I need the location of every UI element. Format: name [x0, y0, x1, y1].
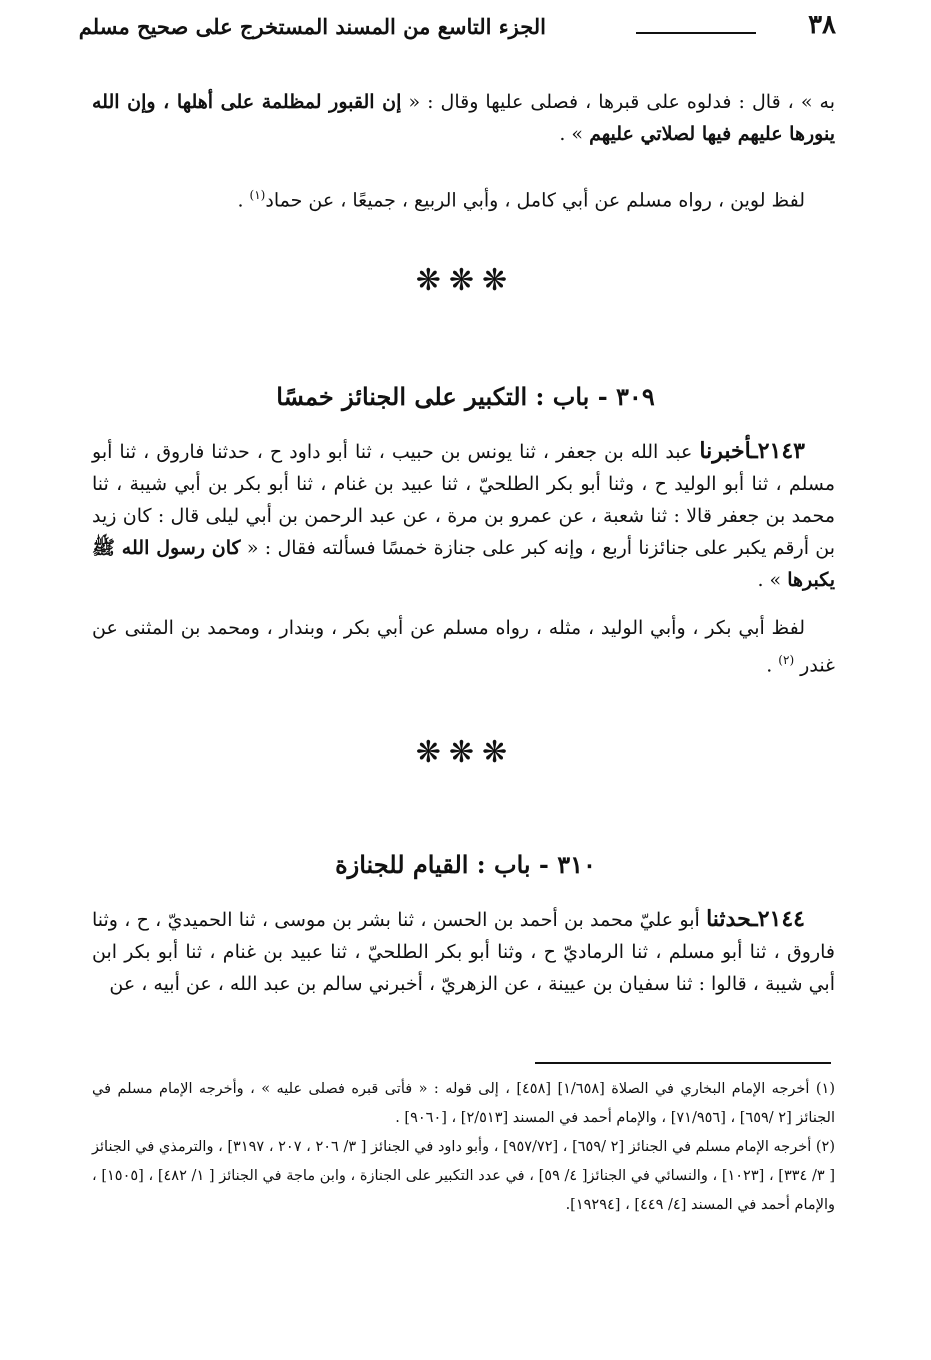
section-separator: ❋❋❋: [415, 263, 516, 298]
attribution-end: .: [237, 189, 250, 212]
intro-quote-end: » .: [559, 123, 590, 145]
hadith-2143: [92, 435, 835, 596]
note-text: لفظ أبي بكر ، وأبي الوليد ، مثله ، رواه مسلم عن أبي بكر ، وبندار ، ومحمد بن المثنى عن غندر: [92, 617, 835, 677]
attribution-text: لفظ لوين ، رواه مسلم عن أبي كامل ، وأبي الربيع ، جميعًا ، عن حماد: [265, 189, 805, 212]
footnote-rule: [535, 1062, 831, 1064]
chapter-title-309: ٣٠٩ - باب : التكبير على الجنائز خمسًا: [276, 382, 655, 411]
hadith-text: أبو عليّ محمد بن أحمد بن الحسن ، ثنا بشر بن موسى ، ثنا الحميديّ ، ح ، وثنا فاروق ، ثنا أبو مسلم ، ثنا الرماديّ ح ، وثنا أبو بكر الطلحيّ ، ثنا عبيد بن غنام ، ثنا أبو بكر ابن أبي شيبة ، قالوا : ثنا سفيان بن عيينة ، عن الزهريّ ، أخبرني سالم بن عبد الله ، عن أبيه ، عن: [92, 909, 835, 995]
hadith-2143-note: [92, 612, 835, 681]
footnote-2: (٢) أخرجه الإمام مسلم في الجنائز [٢ /٦٥٩] ، [٩٥٧/٧٢] ، وأبو داود في الجنائز [ ٣/ ٢٠٦ ، ٢٠٧ ، ٣١٩٧] ، والترمذي في الجنائز [ ٣/ ٣٣٤] ، [١٠٢٣] ، والنسائي في الجنائز[ ٤/ ٥٩] ، في عدد التكبير على الجنازة ، وابن ماجة في الجنائز [ ١/ ٤٨٢] ، [١٥٠٥] ، والإمام أحمد في المسند [٤/ ٤٤٩] ، [١٩٢٩٤].: [92, 1139, 836, 1213]
section-separator: ❋❋❋: [415, 735, 516, 770]
prophetic-quote: إن القبور لمظلمة على أهلها ، وإن الله ينورها عليهم فيها لصلاتي عليهم: [92, 91, 835, 145]
hadith-lead-word: أخبرنا: [699, 438, 752, 464]
hadith-2144: [92, 903, 835, 1000]
running-title: الجزء التاسع من المسند المستخرج على صحيح مسلم: [78, 14, 546, 39]
footnote-ref-1: (١): [249, 188, 266, 202]
hadith-number: ٢١٤٤ـ: [751, 906, 805, 932]
hadith-text: عبد الله بن جعفر ، ثنا يونس بن حبيب ، ثنا أبو داود ح ، حدثنا فاروق ، ثنا أبو مسلم ، ثنا أبو الوليد ح ، وثنا أبو بكر الطلحيّ ، ثنا عبيد بن غنام ، ثنا أبو بكر بن أبي شيبة ، ثنا محمد بن جعفر قالا : ثنا شعبة ، عن عمرو بن مرة ، عن عبد الرحمن بن أبي ليلى قال : كان زيد بن أرقم يكبر على جنائزنا أربع ، وإنه كبر على جنازة خمسًا فسألته فقال : «: [92, 441, 836, 559]
chapter-title-310: ٣١٠ - باب : القيام للجنازة: [335, 850, 596, 879]
intro-attribution: [92, 179, 835, 216]
intro-text: به » ، قال : فدلوه على قبرها ، فصلى عليها وقال : «: [401, 91, 835, 113]
hadith-number: ٢١٤٣ـ: [751, 438, 805, 464]
footnote-ref-2: (٢): [778, 653, 795, 667]
header-rule: [636, 32, 756, 34]
hadith-quote-end: » .: [757, 569, 788, 591]
page-number: ٣٨: [808, 10, 836, 40]
intro-paragraph: [92, 86, 835, 150]
note-end: .: [766, 654, 779, 677]
hadith-quote: كان رسول الله ﷺ يكبرها: [92, 537, 835, 591]
hadith-lead-word: حدثنا: [706, 906, 752, 932]
footnotes: [92, 1075, 835, 1220]
page-header: [78, 10, 836, 50]
footnote-1: (١) أخرجه الإمام البخاري في الصلاة [١/٦٥٨] [٤٥٨] ، إلى قوله : « فأتى قبره فصلى عليه » ، وأخرجه الإمام مسلم في الجنائز [٢ /٦٥٩] ، [٧١/٩٥٦] ، والإمام أحمد في المسند [٢/٥١٣] ، [٩٠٦٠] .: [92, 1081, 835, 1126]
